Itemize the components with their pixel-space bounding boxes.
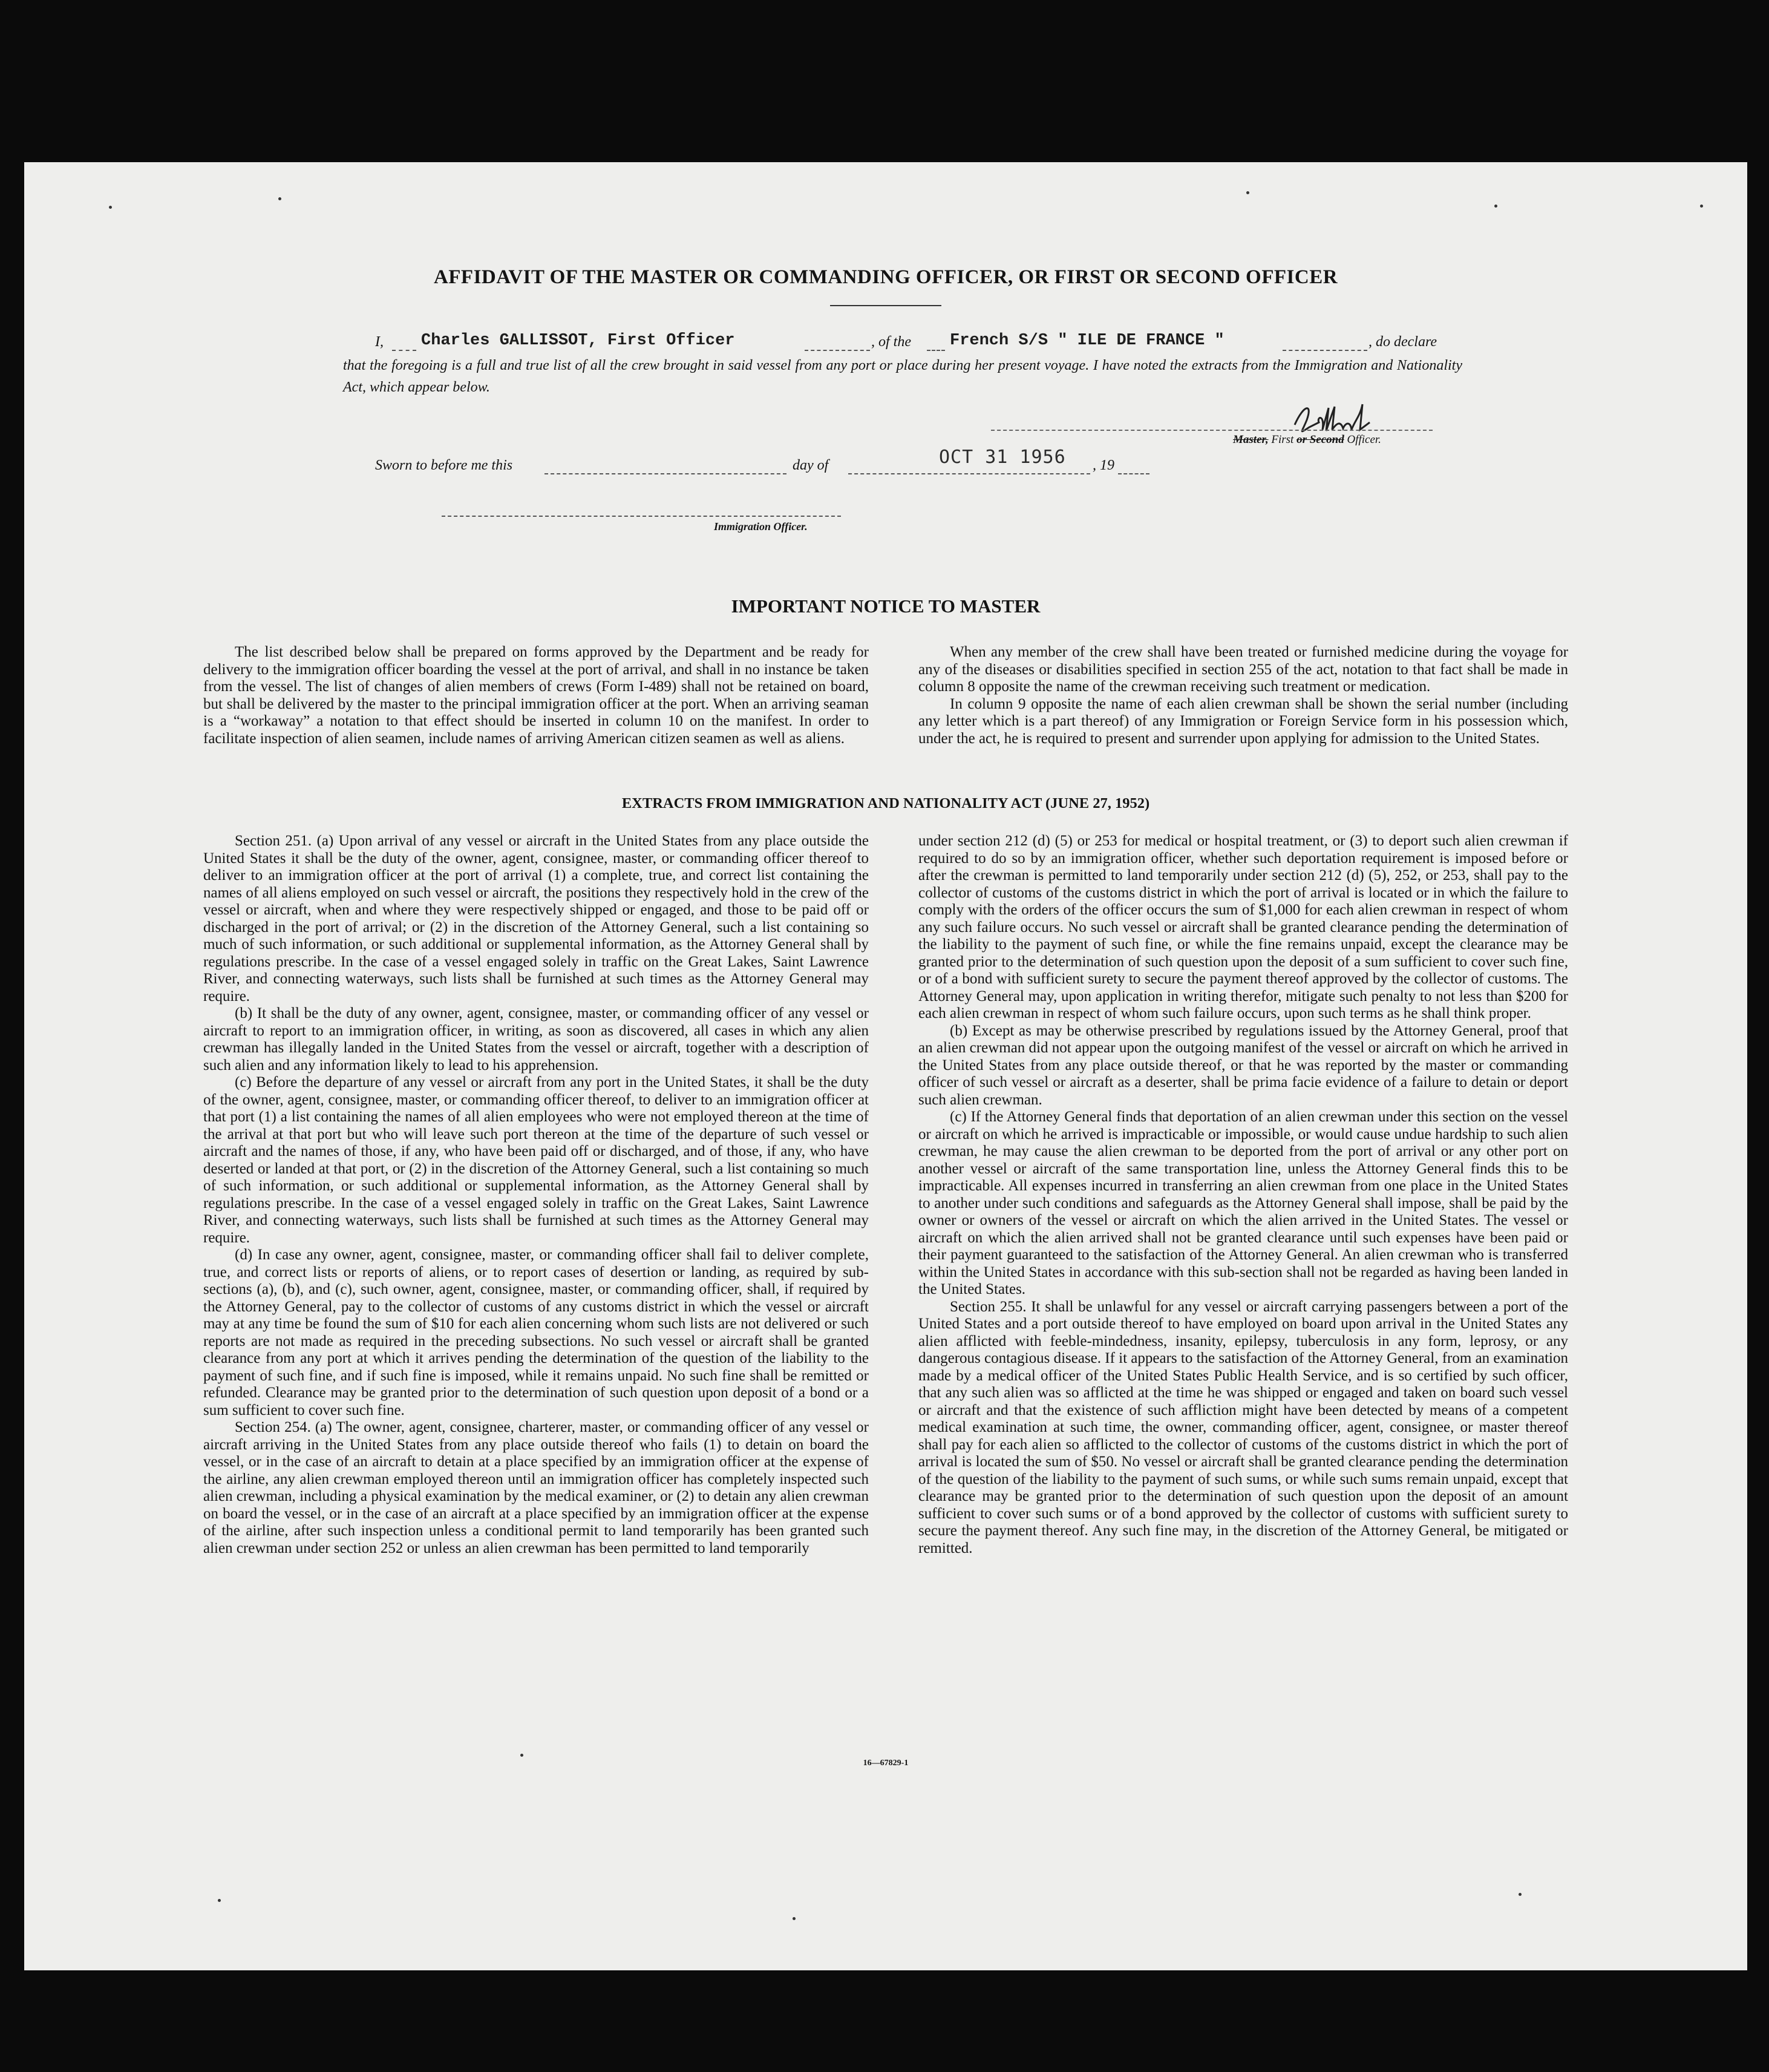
role-officer: Officer.: [1347, 433, 1381, 446]
signature-line: [991, 430, 1433, 431]
section-251-d: (d) In case any owner, agent, consignee, master, or commanding officer shall fail to deliver complete, true, and correct lists or reports of aliens, or to report cases of desertion or landing, as required by sub-sections (a), (b), and (c), such owner, agent, consignee, master, or commanding officer, shall, if required by the Attorney General, pay to the collector of customs of any customs district in which the vessel or aircraft may at any time be found the sum of $10 for each alien concerning whom such lists are not delivered or such reports are not made as required in the preceding subsections. No such vessel or aircraft shall be granted clearance from any port at which it arrives pending the determination of the question of the liability to the payment of such fine, and if such fine is imposed, while it remains unpaid. No such fine shall be remitted or refunded. Clearance may be granted prior to the determination of such question upon deposit of a bond or a sum sufficient to cover such fine.: [203, 1247, 869, 1418]
role-second-struck: or Second: [1297, 433, 1344, 446]
extracts-right-column: [918, 833, 1568, 1557]
officer-name-field: Charles GALLISSOT, First Officer: [421, 332, 735, 350]
notice-right-column: [918, 644, 1568, 747]
declaration-line: [375, 332, 1437, 356]
of-the-text: , of the: [871, 334, 911, 350]
fill-line: [805, 350, 870, 351]
scan-speck: [1246, 191, 1249, 194]
day-of-label: day of: [793, 457, 829, 473]
section-254-b: (b) Except as may be otherwise prescribed by regulations issued by the Attorney General, proof that an alien crewman did not appear upon the outgoing manifest of the vessel or aircraft on which he arrived in the United States from any place outside thereof, or that he was reported by the master or commanding officer of such vessel or aircraft as a deserter, shall be prima facie evidence of a failure to detain or deport such alien crewman.: [918, 1022, 1568, 1108]
extracts-heading: EXTRACTS FROM IMMIGRATION AND NATIONALITY ACT (JUNE 27, 1952): [621, 795, 1150, 811]
section-255: Section 255. It shall be unlawful for any vessel or aircraft carrying passengers between a port of the United States and a port outside thereof to have employed on board upon arrival in the United States any alien afflicted with feeble-mindedness, insanity, epilepsy, tuberculosis in any form, leprosy, or any dangerous contagious disease. If it appears to the satisfaction of the Attorney General, from an examination made by a medical officer of the United States Public Health Service, and is so certified by such officer, that any such alien was so afflicted at the time he was shipped or engaged and taken on board such vessel or aircraft and that the existence of such affliction might have been detected by means of a competent medical examination at such time, the owner, commanding officer, agent, consignee, or master thereof shall pay for each alien so afflicted to the collector of customs of the customs district in which the port of arrival is located the sum of $50. No vessel or aircraft shall be granted clearance pending the determination of the question of the liability to the payment of such sums, or while such sums remain unpaid, except that clearance may be granted prior to the determination of such question upon the deposit of an amount sufficient to cover such sums or of a bond approved by the collector of customs with sufficient surety to secure the payment thereof. Any such fine may, in the discretion of the Attorney General, be mitigated or remitted.: [918, 1298, 1568, 1556]
section-251-c: (c) Before the departure of any vessel or aircraft from any port in the United States, it shall be the duty of the owner, agent, consignee, master, or commanding officer thereof, to deliver to an immigration officer at that port (1) a list containing the names of all alien employees who were not employed thereon at the time of the arrival at that port but who will leave such port thereon at the time of the departure of such vessel or aircraft and the names of those, if any, who have been paid off or discharged, and of those, if any, who have deserted or landed at that port, or (2) in the discretion of the Attorney General, such a list containing so much of such information, or such additional or supplemental information, as the Attorney General shall by regulations prescribe. In the case of a vessel engaged solely in traffic on the Great Lakes, Saint Lawrence River, and connecting waterways, such lists shall be furnished at such times as the Attorney General may require.: [203, 1074, 869, 1246]
do-declare-text: , do declare: [1368, 334, 1437, 350]
signature-role: [1233, 433, 1381, 447]
notice-paragraph: When any member of the crew shall have been treated or furnished medicine during the voyage for any of the diseases or disabilities specified in section 255 of the act, notation to that fact shall be made in column 8 opposite the name of the crewman receiving such treatment or medication.: [918, 644, 1568, 695]
form-number: 16—67829-1: [863, 1759, 909, 1768]
fill-line: [1283, 350, 1367, 351]
notice-heading: IMPORTANT NOTICE TO MASTER: [731, 595, 1041, 617]
role-master-struck: Master,: [1233, 433, 1269, 446]
fill-line: [927, 350, 945, 351]
sworn-label: Sworn to before me this: [375, 457, 513, 473]
notice-paragraph: In column 9 opposite the name of each alien crewman shall be shown the serial number (including any letter which is a part thereof) of any Immigration or Foreign Service form in his possession which, under the act, he is required to present and surrender upon applying for admission to the United States.: [918, 695, 1568, 747]
notice-left-column: [203, 644, 869, 747]
fill-line: [544, 473, 786, 474]
scan-speck: [793, 1917, 796, 1920]
scan-speck: [520, 1754, 523, 1757]
year-prefix: , 19: [1093, 457, 1114, 473]
extracts-left-column: [203, 833, 869, 1557]
declaration-prefix: I,: [375, 334, 384, 350]
scan-speck: [1494, 205, 1497, 208]
section-254-a-continued: under section 212 (d) (5) or 253 for medical or hospital treatment, or (3) to deport such alien crewman if required to do so by an immigration officer, whether such deportation requirement is imposed before or after the crewman is permitted to land temporarily under section 212 (d) (5), 252, or 253, shall pay to the collector of customs of the customs district in which the port of arrival is located or in which the failure to comply with the orders of the officer occurs the sum of $1,000 for each alien crewman in respect of whom any such failure occurs. No such vessel or aircraft shall be granted clearance pending the determination of the liability to the payment of such fine, or while the fine remains unpaid, except the clearance may be granted prior to the determination of such question upon the deposit of a sum sufficient to cover such fine, or of a bond with sufficient surety to secure the payment thereof approved by the collector of customs. The Attorney General may, upon application in writing therefor, mitigate such penalty to not less than $200 for each alien crewman in respect of whom such failure occurs, upon such terms as he shall think proper.: [918, 833, 1568, 1021]
declaration-text: that the foregoing is a full and true list of all the crew brought in said vessel from any port or place during her present voyage. I have noted the extracts from the Immigration and Nationality Act, which appear below.: [343, 358, 1462, 395]
fill-line: [848, 473, 1090, 474]
title-divider: [830, 305, 941, 306]
section-254-c: (c) If the Attorney General finds that deportation of an alien crewman under this section on the vessel or aircraft on which he arrived is impracticable or impossible, or would cause undue hardship to such alien crewman, he may cause the alien crewman to be deported from the port of arrival or any other port on another vessel or aircraft of the same transportation line, unless the Attorney General finds this to be impracticable. All expenses incurred in transferring an alien crewman from one place in the United States to another under such conditions and safeguards as the Attorney General shall impose, shall be paid by the owner or owners of the vessel or aircraft on which the alien arrived in the United States. The vessel or aircraft on which the alien arrived shall not be granted clearance until such expenses have been paid or their payment guaranteed to the satisfaction of the Attorney General. An alien crewman who is transferred within the United States in accordance with this sub-section shall not be regarded as having been landed in the United States.: [918, 1109, 1568, 1297]
affidavit-title: AFFIDAVIT OF THE MASTER OR COMMANDING OFFICER, OR FIRST OR SECOND OFFICER: [433, 266, 1338, 288]
signature-line: [442, 516, 841, 517]
scan-speck: [109, 206, 112, 209]
section-254-a: Section 254. (a) The owner, agent, consignee, charterer, master, or commanding officer of any vessel or aircraft arriving in the United States from any place outside thereof who fails (1) to detain on board the vessel, or in the case of an aircraft to detain at a place specified by an immigration officer at the expense of the airline, any alien crewman employed thereon until an immigration officer has completely inspected such alien crewman, including a physical examination by the medical examiner, or (2) to detain any alien crewman on board the vessel, or in the case of an aircraft at a place specified by an immigration officer at the expense of the airline, after such inspection unless a conditional permit to land temporarily has been granted such alien crewman under section 252 or unless an alien crewman has been permitted to land temporarily: [203, 1419, 869, 1556]
fill-line: [1118, 473, 1149, 474]
notice-paragraph: The list described below shall be prepared on forms approved by the Department and be ready for delivery to the immigration officer boarding the vessel at the port of arrival, and shall in no instance be taken from the vessel. The list of changes of alien members of crews (Form I-489) shall not be retained on board, but shall be delivered by the master to the principal immigration officer at the port. When an arriving seaman is a “workaway” a notation to that effect should be inserted in column 10 on the manifest. In order to facilitate inspection of alien seamen, include names of arriving American citizen seamen as well as aliens.: [203, 644, 869, 747]
section-251-b: (b) It shall be the duty of any owner, agent, consignee, master, or commanding officer of any vessel or aircraft to report to an immigration officer, in writing, as soon as discovered, all cases in which any alien crewman has illegally landed in the United States from the vessel or aircraft, together with a description of such alien and any information likely to lead to his apprehension.: [203, 1005, 869, 1074]
fill-line: [392, 350, 416, 351]
scan-speck: [278, 197, 281, 200]
sworn-line: [375, 447, 1186, 477]
role-first: First: [1271, 433, 1294, 446]
scan-speck: [1519, 1893, 1522, 1896]
section-251-a: Section 251. (a) Upon arrival of any vessel or aircraft in the United States from any place outside the United States it shall be the duty of the owner, agent, consignee, master, or commanding officer thereof to deliver to an immigration officer at the port of arrival (1) a complete, true, and correct list containing the names of all aliens employed on such vessel or aircraft, the positions they respectively hold in the crew of the vessel or aircraft, when and where they were respectively shipped or engaged, and those to be paid off or discharged in the port of arrival; or (2) in the discretion of the Attorney General, such a list containing so much of such information, or such additional or supplemental information, as the Attorney General shall by regulations prescribe. In the case of a vessel engaged solely in traffic on the Great Lakes, Saint Lawrence River, and connecting waterways, such lists shall be furnished at such times as the Attorney General may require.: [203, 833, 869, 1005]
immigration-officer-label: Immigration Officer.: [714, 520, 808, 533]
scan-speck: [1700, 205, 1703, 208]
immigration-officer-signature: [442, 507, 865, 543]
date-stamp: OCT 31 1956: [939, 447, 1066, 468]
document-page: [24, 162, 1747, 1970]
vessel-name-field: French S/S " ILE DE FRANCE ": [950, 332, 1225, 350]
scan-speck: [218, 1899, 221, 1902]
